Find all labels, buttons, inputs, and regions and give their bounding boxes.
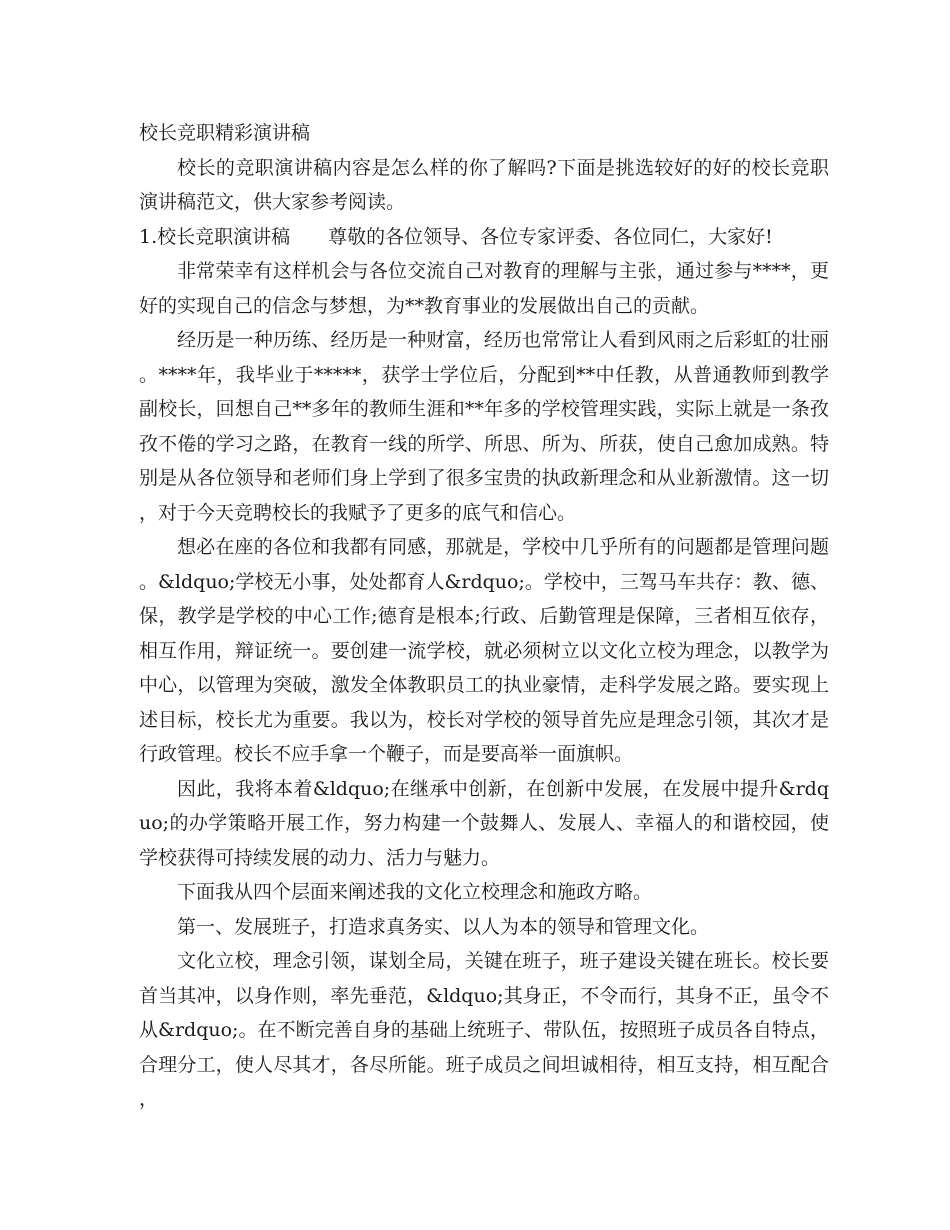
paragraph-section-heading: 第一、发展班子，打造求真务实、以人为本的领导和管理文化。 [177, 915, 710, 938]
paragraph: 下面我从四个层面来阐述我的文化立校理念和施政方略。 [177, 881, 653, 903]
document-title: 校长竞职精彩演讲稿 [139, 122, 311, 144]
paragraph: 文化立校，理念引领，谋划全局，关键在班子，班子建设关键在班长。校长要首当其冲，以身作则，率先垂范，&ldquo;其身正，不令而行，其身不正，虽令不从&rdquo;。在不断完善自身的基础上统班子、带队伍，按照班子成员各自特点，合理分工，使人尽其才，各尽所能。班子成员之间坦诚相待，相互支持，相互配合， [139, 950, 829, 1110]
paragraph: 想必在座的各位和我都有同感，那就是，学校中几乎所有的问题都是管理问题。&ldquo;学校无小事，处处都育人&rdquo;。学校中，三驾马车共存：教、德、保，教学是学校的中心工作;德育是根本;行政、后勤管理是保障，三者相互依存，相互作用，辩证统一。要创建一流学校，就必须树立以文化立校为理念，以教学为中心，以管理为突破，激发全体教职员工的执业豪情，走科学发展之路。要实现上述目标，校长尤为重要。我以为，校长对学校的领导首先应是理念引领，其次才是行政管理。校长不应手拿一个鞭子，而是要高举一面旗帜。 [139, 536, 829, 765]
paragraph-heading-greeting: 1.校长竞职演讲稿 尊敬的各位领导、各位专家评委、各位同仁，大家好! [139, 225, 773, 248]
document-body [139, 116, 829, 1117]
paragraph: 经历是一种历练、经历是一种财富，经历也常常让人看到风雨之后彩虹的壮丽。****年，我毕业于*****，获学士学位后，分配到**中任教，从普通教师到教学副校长，回想自己**多年的教师生涯和**年多的学校管理实践，实际上就是一条孜孜不倦的学习之路，在教育一线的所学、所思、所为、所获，使自己愈加成熟。特别是从各位领导和老师们身上学到了很多宝贵的执政新理念和从业新激情。这一切，对于今天竞聘校长的我赋予了更多的底气和信心。 [139, 329, 829, 524]
paragraph: 非常荣幸有这样机会与各位交流自己对教育的理解与主张，通过参与****，更好的实现自己的信念与梦想，为**教育事业的发展做出自己的贡献。 [139, 260, 829, 317]
paragraph-intro: 校长的竞职演讲稿内容是怎么样的你了解吗?下面是挑选较好的好的校长竞职演讲稿范文，供大家参考阅读。 [139, 156, 829, 213]
paragraph: 因此，我将本着&ldquo;在继承中创新，在创新中发展，在发展中提升&rdquo;的办学策略开展工作，努力构建一个鼓舞人、发展人、幸福人的和谐校园，使学校获得可持续发展的动力、活力与魅力。 [139, 777, 829, 869]
